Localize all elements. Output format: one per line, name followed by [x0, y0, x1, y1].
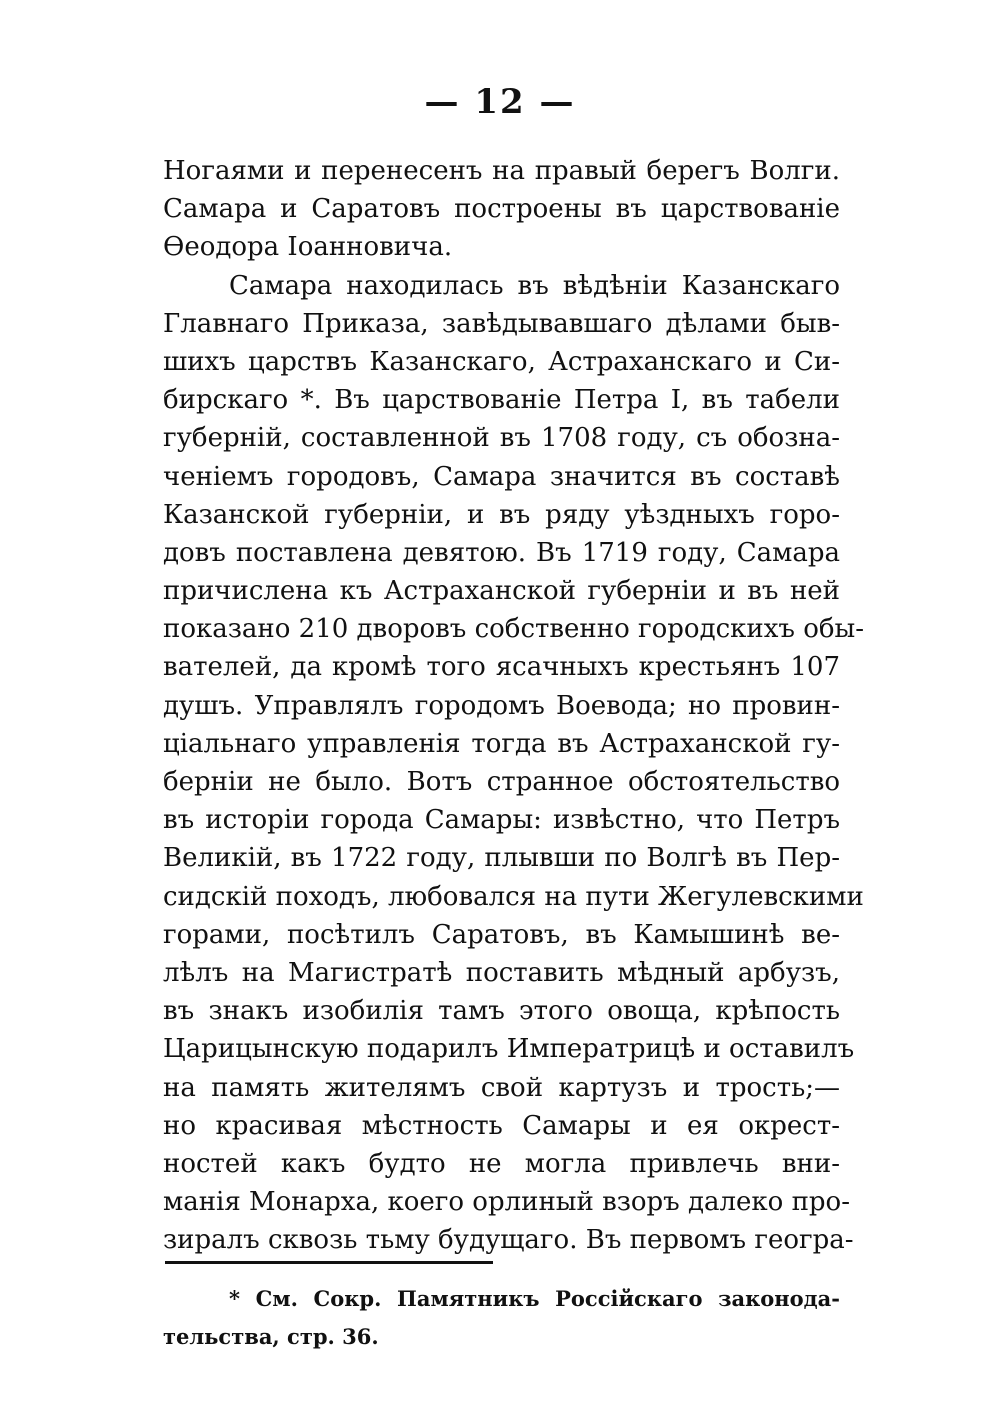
footnote — [163, 1280, 840, 1356]
text-line: Царицынскую подарилъ Императрицѣ и оставилъ — [163, 1034, 855, 1065]
text-line: Ѳеодора Іоанновича. — [163, 232, 453, 263]
text-line: берніи не было. Вотъ странное обстоятельство — [163, 767, 840, 797]
text-line: причислена къ Астраханской губерніи и въ ней — [163, 576, 840, 607]
footnote-divider — [165, 1261, 493, 1264]
text-line: манія Монарха, коего орлиный взоръ далеко про- — [163, 1187, 850, 1218]
text-line: ностей какъ будто не могла привлечь вни- — [163, 1148, 840, 1179]
text-line: Главнаго Приказа, завѣдывавшаго дѣлами быв- — [163, 308, 840, 339]
text-line: вателей, да кромѣ того ясачныхъ крестьянъ 107 — [163, 652, 840, 683]
text-line: въ знакъ изобилія тамъ этого овоща, крѣпость — [163, 996, 840, 1027]
text-line: шихъ царствъ Казанскаго, Астраханскаго и Си- — [163, 346, 840, 377]
text-line: ціальнаго управленія тогда въ Астраханской гу- — [163, 728, 840, 759]
text-line: показано 210 дворовъ собственно городскихъ обы- — [163, 614, 864, 645]
text-line: зиралъ сквозь тьму будущаго. Въ первомъ геогра- — [163, 1225, 854, 1256]
text-line: сидскій походъ, любовался на пути Жегулевскими — [163, 881, 864, 912]
text-line: Самара и Саратовъ построены въ царствованіе — [163, 194, 840, 225]
text-line: на память жителямъ свой картузъ и трость;— — [163, 1072, 840, 1103]
text-line: душъ. Управлялъ городомъ Воевода; но провин- — [163, 690, 840, 721]
text-line: Великій, въ 1722 году, плывши по Волгѣ въ Пер- — [163, 843, 840, 874]
footnote-line: * См. Сокр. Памятникъ Россійскаго законода- — [229, 1286, 840, 1311]
text-line: Ногаями и перенесенъ на правый берегъ Волги. — [163, 156, 840, 186]
page-number: — 12 — — [424, 82, 576, 122]
text-line: Самара находилась въ вѣдѣніи Казанскаго — [229, 270, 840, 301]
footnote-line: тельства, стр. 36. — [163, 1324, 379, 1349]
text-line: но красивая мѣстность Самары и ея окрест- — [163, 1110, 840, 1141]
text-line: бирскаго *. Въ царствованіе Петра I, въ табели — [163, 385, 840, 416]
text-line: довъ поставлена девятою. Въ 1719 году, Самара — [163, 537, 840, 568]
body-text — [163, 152, 864, 1259]
text-line: лѣлъ на Магистратѣ поставить мѣдный арбузъ, — [163, 957, 840, 988]
text-line: горами, посѣтилъ Саратовъ, въ Камышинѣ ве- — [163, 919, 840, 950]
text-line: Казанской губерніи, и въ ряду уѣздныхъ горо- — [163, 499, 840, 530]
text-line: ченіемъ городовъ, Самара значится въ составѣ — [163, 461, 840, 492]
text-line: въ исторіи города Самары: извѣстно, что Петръ — [163, 805, 840, 836]
text-line: губерній, составленной въ 1708 году, съ обозна- — [163, 423, 840, 454]
